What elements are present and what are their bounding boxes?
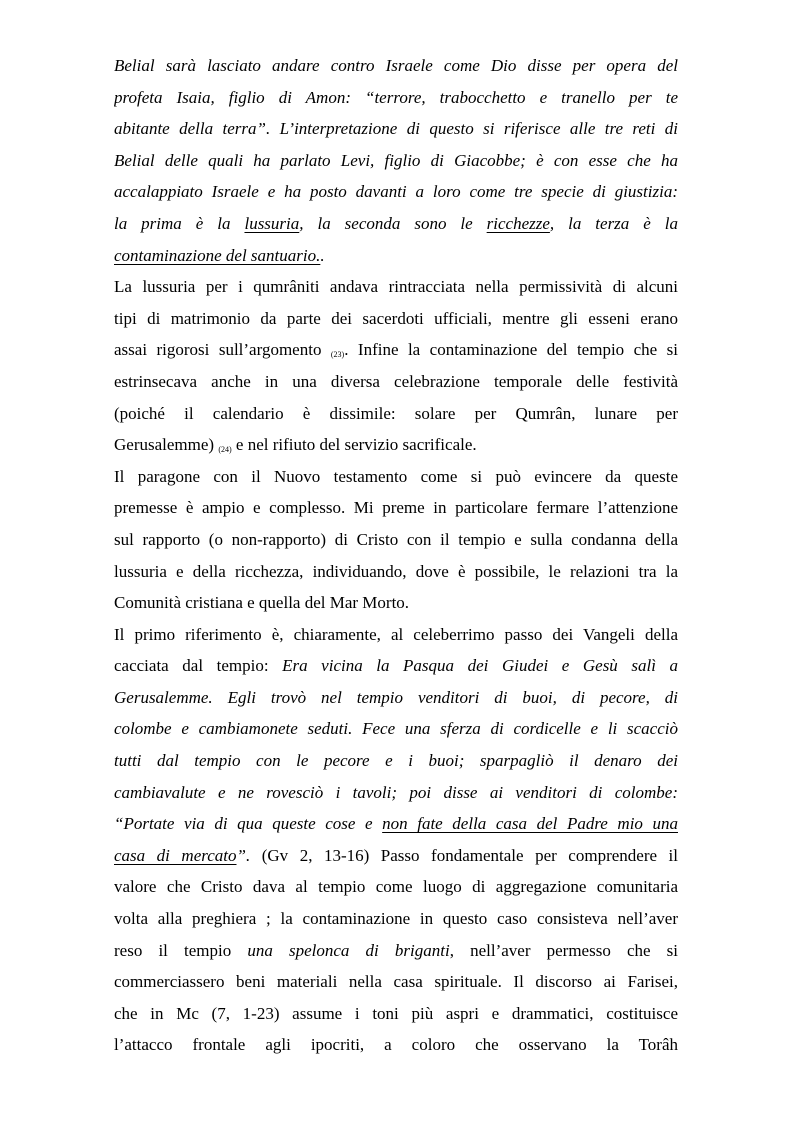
paragraph-line: La lussuria per i qumrâniti andava rintracciata nella permissività di alcuni [114, 277, 678, 297]
paragraph-line: Il paragone con il Nuovo testamento come si può evincere da queste [114, 466, 678, 486]
text-run: e nel rifiuto del servizio sacrificale. [231, 435, 477, 455]
paragraph-line: commerciassero beni materiali nella casa spirituale. Il discorso ai Farisei, [114, 972, 678, 992]
paragraph-line: estrinsecava anche in una diversa celebrazione temporale delle festività [114, 371, 678, 391]
text-run: “Portate via di qua queste cose e [114, 814, 383, 834]
text-run: ”. [236, 845, 251, 865]
paragraph-line: Comunità cristiana e quella del Mar Morto. [114, 593, 410, 613]
gospel-quote-line [114, 808, 678, 840]
text-run: reso il tempio [114, 940, 248, 960]
gospel-quote-line: cambiavalute e ne rovesciò i tavoli; poi disse ai venditori di colombe: [114, 782, 678, 802]
underlined-term-ricchezze: ricchezze [486, 213, 550, 233]
text-run: , la terza è la [549, 213, 678, 233]
paragraph-line: tipi di matrimonio da parte dei sacerdoti ufficiali, mentre gli esseni erano [114, 308, 678, 328]
footnote-ref-24: (24) [218, 445, 232, 455]
paragraph-line: premesse è ampio e complesso. Mi preme in particolare fermare l’attenzione [114, 498, 678, 518]
paragraph-line: che in Mc (7, 1-23) assume i toni più aspri e drammatici, costituisce [114, 1003, 678, 1023]
paragraph-line [114, 650, 678, 682]
paragraph-line [114, 935, 678, 967]
document-page [114, 50, 678, 1061]
paragraph-line [114, 429, 678, 461]
gospel-quote-line: colombe e cambiamonete seduti. Fece una sferza di cordicelle e li scacciò [114, 719, 678, 739]
text-run: , nell’aver permesso che si [449, 940, 678, 960]
text-run: Gerusalemme) [114, 435, 219, 455]
underlined-quote: casa di mercato [114, 845, 237, 865]
quote-line: Belial delle quali ha parlato Levi, figlio di Giacobbe; è con esse che ha [114, 150, 678, 170]
text-run: . [320, 245, 325, 265]
text-run: , la seconda sono le [299, 213, 487, 233]
paragraph-line: valore che Cristo dava al tempio come luogo di aggregazione comunitaria [114, 877, 678, 897]
gospel-quote-line: Gerusalemme. Egli trovò nel tempio venditori di buoi, di pecore, di [114, 687, 678, 707]
gospel-quote: Era vicina la Pasqua dei Giudei e Gesù salì a [282, 656, 678, 676]
quote-line: profeta Isaia, figlio di Amon: “terrore, trabocchetto e tranello per te [114, 87, 678, 107]
text-run: (Gv 2, 13-16) Passo fondamentale per comprendere il [250, 845, 678, 865]
quote-line [114, 208, 678, 240]
paragraph-line: lussuria e della ricchezza, individuando, dove è possibile, le relazioni tra la [114, 561, 678, 581]
paragraph-line: (poiché il calendario è dissimile: solare per Qumrân, lunare per [114, 403, 678, 423]
paragraph-line: volta alla preghiera ; la contaminazione in questo caso consisteva nell’aver [114, 909, 678, 929]
text-run: la prima è la [114, 213, 245, 233]
text-run: cacciata dal tempio: [114, 656, 283, 676]
italic-phrase: una spelonca di briganti [247, 940, 450, 960]
paragraph-line: l’attacco frontale agli ipocriti, a coloro che osservano la Torâh [114, 1035, 678, 1055]
underlined-quote: non fate della casa del Padre mio una [382, 814, 678, 834]
quote-line [114, 240, 678, 272]
paragraph-line: Il primo riferimento è, chiaramente, al celeberrimo passo dei Vangeli della [114, 624, 678, 644]
text-run: assai rigorosi sull’argomento [114, 340, 331, 360]
paragraph-line: sul rapporto (o non-rapporto) di Cristo con il tempio e sulla condanna della [114, 529, 678, 549]
gospel-quote-line: tutti dal tempio con le pecore e i buoi; sparpagliò il denaro dei [114, 751, 678, 771]
text-run: . Infine la contaminazione del tempio che si [344, 340, 678, 360]
underlined-term-lussuria: lussuria [244, 213, 300, 233]
quote-line: abitante della terra”. L’interpretazione di questo si riferisce alle tre reti di [114, 119, 678, 139]
paragraph-line [114, 840, 678, 872]
footnote-ref-23: (23) [330, 350, 345, 360]
quote-line: accalappiato Israele e ha posto davanti a loro come tre specie di giustizia: [114, 182, 678, 202]
underlined-term-contaminazione: contaminazione del santuario. [114, 245, 321, 265]
quote-line: Belial sarà lasciato andare contro Israele come Dio disse per opera del [114, 56, 678, 75]
paragraph-line [114, 334, 678, 366]
